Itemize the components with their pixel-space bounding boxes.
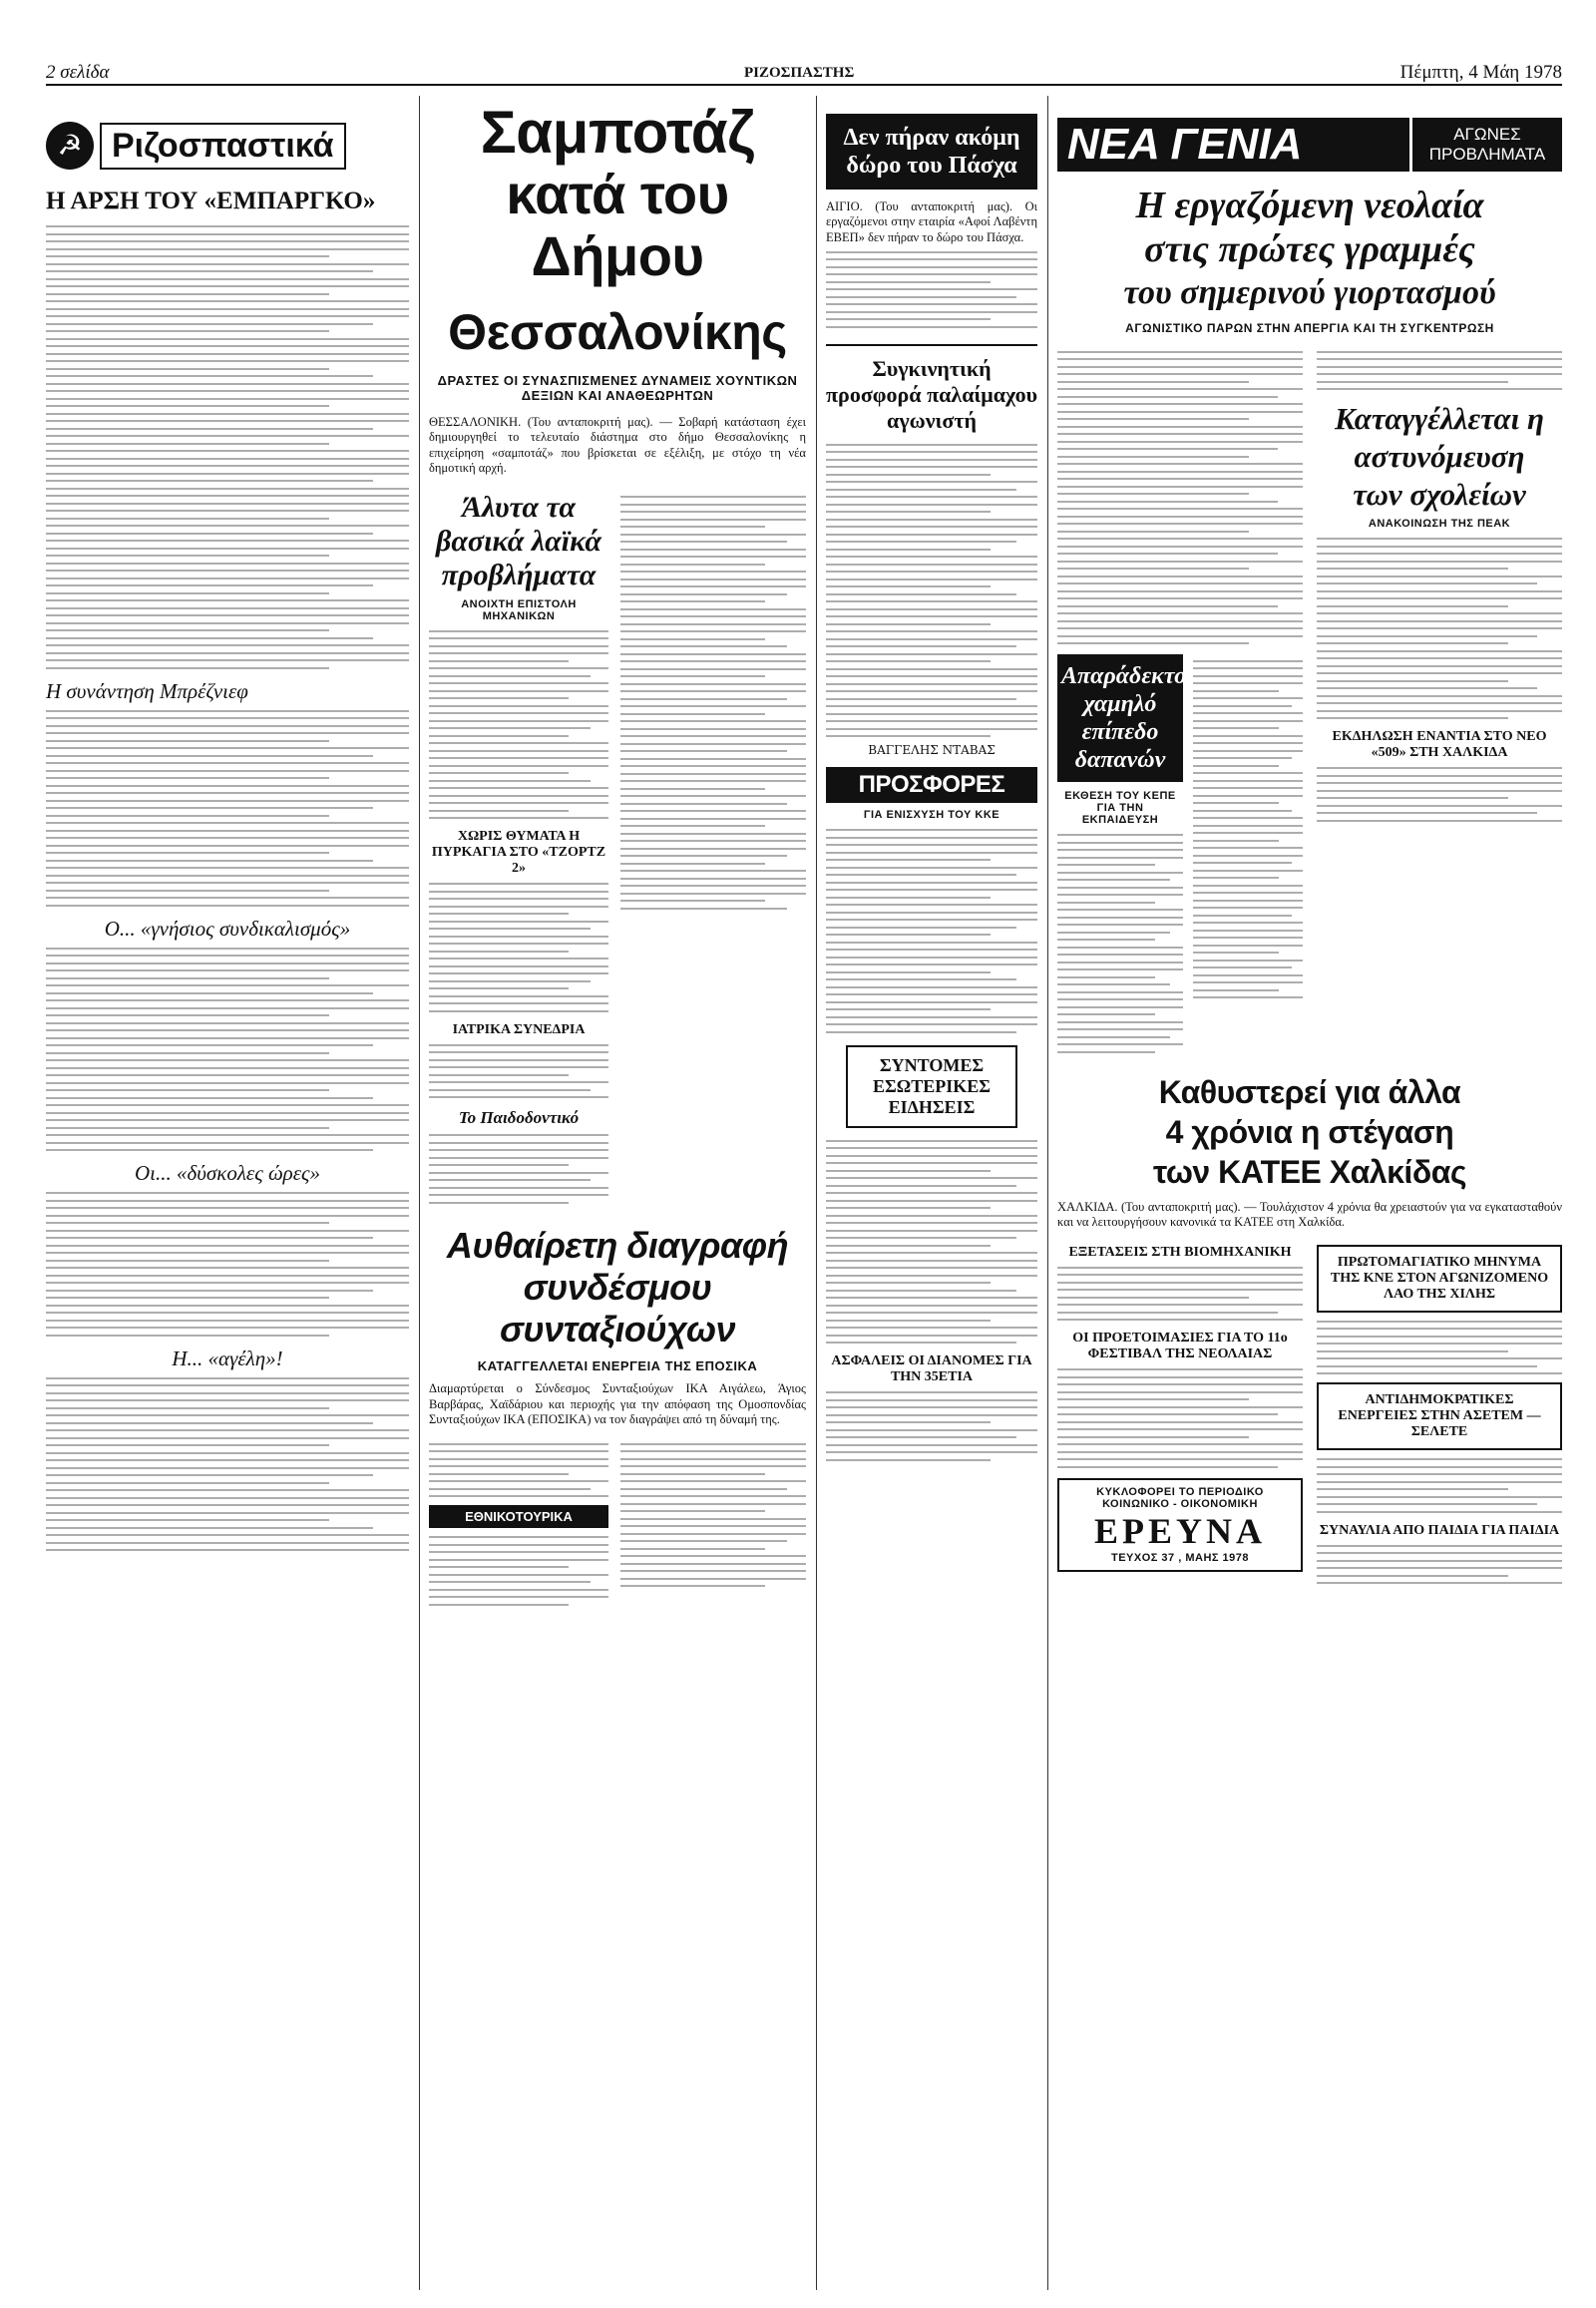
- subheading: Η... «αγέλη»!: [172, 1346, 283, 1370]
- article-body: [429, 1134, 608, 1204]
- story-headline: ΙΑΤΡΙΚΑ ΣΥΝΕΔΡΙΑ: [452, 1021, 586, 1037]
- story-headline: [1317, 400, 1562, 514]
- subheading: Ο... «γνήσιος συνδικαλισμός»: [104, 916, 351, 941]
- story-headline: ΣΥΝΑΥΛΙΑ ΑΠΟ ΠΑΙΔΙΑ ΓΙΑ ΠΑΙΔΙΑ: [1319, 1522, 1560, 1538]
- article-body: [429, 630, 608, 820]
- article-body: [826, 444, 1037, 738]
- main-headline-line3: Θεσσαλονίκης: [448, 304, 787, 360]
- story-headline: ΧΩΡΙΣ ΘΥΜΑΤΑ Η ΠΥΡΚΑΓΙΑ ΣΤΟ «ΤΖΟΡΤΖ 2»: [431, 829, 606, 877]
- right-subcolumn: [620, 491, 806, 1210]
- kataggelletai-line3: των σχολείων: [1353, 477, 1526, 512]
- article-body: [826, 1140, 1037, 1345]
- article-body: [826, 829, 1037, 1033]
- article-body: [429, 883, 608, 1012]
- big-lede: Διαμαρτύρεται ο Σύνδεσμος Συνταξιούχων ΙΚΑ Αιγάλεω, Άγιος Βαρβάρας, Χαϊδάριου και περιοχής για την απόφαση της Ομοσπονδίας Συνταξιούχων ΙΚΑ (ΕΠΟΣΙΚΑ) να τον διαγράψει από τη δύναμή της.: [429, 1381, 806, 1426]
- article-lede: ΑΙΓΙΟ. (Του ανταποκριτή μας). Οι εργαζόμενοι στην εταιρία «Αφοί Λαβέντη ΕΒΕΠ» δεν πήραν το δώρο του Πάσχα.: [826, 199, 1037, 244]
- article-body: [826, 1391, 1037, 1461]
- antidimok-box: ΑΝΤΙΔΗΜΟΚΡΑΤΙΚΕΣ ΕΝΕΡΓΕΙΕΣ ΣΤΗΝ ΑΣΕΤΕΜ — ΣΕΛΕΤΕ: [1317, 1382, 1562, 1450]
- article-body: [1317, 351, 1562, 391]
- hammer-sickle-icon: ☭: [46, 122, 94, 170]
- erevna-title: ΕΡΕΥΝΑ: [1093, 1510, 1266, 1551]
- kataggelletai-line1: Καταγγέλλεται η: [1335, 401, 1544, 436]
- mynima-box: ΠΡΩΤΟΜΑΓΙΑΤΙΚΟ ΜΗΝΥΜΑ ΤΗΣ ΚΝΕ ΣΤΟΝ ΑΓΩΝΙΖΟΜΕΝΟ ΛΑΟ ΤΗΣ ΧΙΛΗΣ: [1317, 1245, 1562, 1313]
- left-subcolumn: [429, 491, 608, 1210]
- main-headline-line2: κατά του Δήμου: [506, 163, 729, 287]
- article-body: [429, 1044, 608, 1099]
- newspaper-name: ΡΙΖΟΣΠΑΣΤΗΣ: [744, 65, 855, 81]
- tag-agones: ΑΓΩΝΕΣ: [1453, 125, 1521, 144]
- article-body: [1057, 351, 1303, 645]
- column-rule: [1047, 96, 1048, 2290]
- column-rule: [419, 96, 420, 2290]
- box-subtitle: ΑΝΟΙΧΤΗ ΕΠΙΣΤΟΛΗ ΜΗΧΑΝΙΚΩΝ: [461, 597, 577, 622]
- inner-left: [1057, 654, 1187, 1058]
- erevna-issue: ΤΕΥΧΟΣ 37 , ΜΑΗΣ 1978: [1110, 1551, 1250, 1564]
- nea-genia-masthead: [1057, 118, 1562, 172]
- kataggelletai-line2: αστυνόμευση: [1354, 439, 1525, 474]
- column-thessaloniki: [429, 96, 806, 1611]
- two-column-block: [429, 491, 806, 1210]
- big-headline-line2: συνδέσμου συνταξιούχων: [499, 1267, 736, 1350]
- column-short-news: [826, 96, 1037, 1466]
- aparadekto-box: Απαράδεκτο χαμηλό επίπεδο δαπανών: [1057, 654, 1183, 782]
- nea-genia-tags: [1409, 118, 1562, 172]
- main-headline-line3: του σημερινού γιορτασμού: [1123, 274, 1496, 311]
- story-headline: ΕΞΕΤΑΣΕΙΣ ΣΤΗ ΒΙΟΜΗΧΑΝΙΚΗ: [1068, 1244, 1292, 1260]
- issue-date: Πέμπτη, 4 Μάη 1978: [1399, 62, 1562, 83]
- kateee-headline-line2: 4 χρόνια η στέγαση: [1165, 1114, 1454, 1150]
- signature: ΒΑΓΓΕΛΗΣ ΝΤΑΒΑΣ: [868, 743, 996, 758]
- article-body: [46, 710, 409, 907]
- article-body: [620, 496, 806, 910]
- article-body: [429, 1536, 608, 1606]
- article-body: [1057, 1267, 1303, 1322]
- story-headline: Συγκινητική προσφορά παλαίμαχου αγωνιστή: [826, 344, 1037, 434]
- article-body: [1317, 1458, 1562, 1513]
- article-body: [1317, 1545, 1562, 1585]
- story-headline: Το Παιδοδοντικό: [458, 1108, 580, 1128]
- article-body: [1057, 834, 1183, 1053]
- article-lede: ΘΕΣΣΑΛΟΝΙΚΗ. (Του ανταποκριτή μας). — Σοβαρή κατάσταση έχει δημιουργηθεί το τελευταίο διάστημα στο δήμο Θεσσαλονίκης η επιχείρηση «σαμποτάζ» που βρίσκεται σε εξέλιξη, με στόχο τη νέα δημοτική αρχή.: [429, 415, 806, 476]
- article-body: [46, 948, 409, 1152]
- article-lede: ΧΑΛΚΙΔΑ. (Του ανταποκριτή μας). — Τουλάχιστον 4 χρόνια θα χρειαστούν για να εγκατασταθούν και να λειτουργήσουν κανονικά τα ΚΑΤΕΕ στη Χαλκίδα.: [1057, 1200, 1562, 1230]
- right-subcolumn: [1317, 1241, 1562, 1590]
- prosfores-label: ΠΡΟΣΦΟΡΕΣ: [826, 767, 1037, 803]
- article-body: [1057, 1368, 1303, 1468]
- page-number: 2 σελίδα: [46, 62, 110, 83]
- nea-genia-title: ΝΕΑ ΓΕΝΙΑ: [1057, 118, 1409, 172]
- main-headline-line2: στις πρώτες γραμμές: [1144, 228, 1475, 270]
- article-body: [1317, 538, 1562, 719]
- story-headline: ΕΚΔΗΛΩΣΗ ΕΝΑΝΤΙΑ ΣΤΟ ΝΕΟ «509» ΣΤΗ ΧΑΛΚΙΔΑ: [1332, 729, 1547, 760]
- article-headline: Η ΑΡΣΗ ΤΟΥ «ΕΜΠΑΡΓΚΟ»: [46, 188, 376, 214]
- big-deck: ΚΑΤΑΓΓΕΛΛΕΤΑΙ ΕΝΕΡΓΕΙΑ ΤΗΣ ΕΠΟΣΙΚΑ: [477, 1358, 758, 1374]
- two-column-block: [429, 1437, 806, 1611]
- kateee-headline-line1: Καθυστερεί για άλλα: [1158, 1074, 1461, 1110]
- section-label: ΕΘΝΙΚΟΤΟΥΡΙΚΑ: [429, 1505, 608, 1528]
- left-subcolumn: [1057, 345, 1303, 1058]
- erevna-ad: [1057, 1478, 1303, 1572]
- article-body: [46, 225, 409, 669]
- left-subcolumn: [429, 1437, 608, 1611]
- big-headline-line1: Αυθαίρετη διαγραφή: [446, 1225, 789, 1267]
- tag-provlimata: ΠΡΟΒΛΗΜΑΤΑ: [1428, 145, 1546, 164]
- rizospastika-logo: [46, 122, 409, 170]
- story-headline: ΑΣΦΑΛΕΙΣ ΟΙ ΔΙΑΝΟΜΕΣ ΓΙΑ ΤΗΝ 35ΕΤΙΑ: [831, 1353, 1032, 1385]
- article-body: [826, 251, 1037, 328]
- article-body: [1317, 767, 1562, 822]
- two-column-block: [1057, 345, 1562, 1058]
- pasxa-box: Δεν πήραν ακόμη δώρο του Πάσχα: [826, 114, 1037, 190]
- headline-deck: ΑΓΩΝΙΣΤΙΚΟ ΠΑΡΩΝ ΣΤΗΝ ΑΠΕΡΓΙΑ ΚΑΙ ΤΗ ΣΥΓΚΕΝΤΡΩΣΗ: [1125, 321, 1494, 335]
- story-subtitle: ΑΝΑΚΟΙΝΩΣΗ ΤΗΣ ΠΕΑΚ: [1368, 518, 1511, 530]
- rizospastika-title: Ριζοσπαστικά: [100, 123, 346, 170]
- main-headline-line1: Σαμποτάζ: [480, 99, 755, 166]
- page-header-bar: [46, 62, 1562, 86]
- article-body: [1193, 660, 1303, 999]
- main-headline-line1: Η εργαζόμενη νεολαία: [1135, 185, 1484, 226]
- inner-split: [1057, 654, 1303, 1058]
- right-subcolumn: [620, 1437, 806, 1611]
- column-rizospastika: [46, 96, 409, 1557]
- syntomes-label: ΣΥΝΤΟΜΕΣ ΕΣΩΤΕΡΙΚΕΣ ΕΙΔΗΣΕΙΣ: [846, 1045, 1017, 1128]
- kateee-headline-line3: των ΚΑΤΕΕ Χαλκίδας: [1152, 1154, 1467, 1190]
- two-column-block: [1057, 1241, 1562, 1590]
- aparadekto-subtitle: ΕΚΘΕΣΗ ΤΟΥ ΚΕΠΕ ΓΙΑ ΤΗΝ ΕΚΠΑΙΔΕΥΣΗ: [1064, 790, 1176, 826]
- box-headline: Άλυτα τα βασικά λαϊκά προβλήματα: [435, 490, 602, 591]
- inner-right: [1193, 654, 1303, 1058]
- right-subcolumn: [1317, 345, 1562, 1058]
- article-body: [620, 1443, 806, 1588]
- article-body: [46, 1377, 409, 1552]
- article-body: [429, 1443, 608, 1498]
- headline-deck: ΔΡΑΣΤΕΣ ΟΙ ΣΥΝΑΣΠΙΣΜΕΝΕΣ ΔΥΝΑΜΕΙΣ ΧΟΥΝΤΙΚΩΝ ΔΕΞΙΩΝ ΚΑΙ ΑΝΑΘΕΩΡΗΤΩΝ: [437, 373, 798, 403]
- column-rule: [816, 96, 817, 2290]
- article-body: [46, 1192, 409, 1337]
- prosfores-subtitle: ΓΙΑ ΕΝΙΣΧΥΣΗ ΤΟΥ ΚΚΕ: [863, 809, 1000, 822]
- story-headline: ΟΙ ΠΡΟΕΤΟΙΜΑΣΙΕΣ ΓΙΑ ΤΟ 11ο ΦΕΣΤΙΒΑΛ ΤΗΣ ΝΕΟΛΑΙΑΣ: [1072, 1331, 1288, 1362]
- subheading: Η συνάντηση Μπρέζνιεφ: [46, 678, 248, 703]
- column-nea-genia: [1057, 96, 1562, 1590]
- subheading: Οι... «δύσκολες ώρες»: [134, 1161, 320, 1185]
- left-subcolumn: [1057, 1241, 1303, 1590]
- erevna-pre: ΚΥΚΛΟΦΟΡΕΙ ΤΟ ΠΕΡΙΟΔΙΚΟ ΚΟΙΝΩΝΙΚΟ - ΟΙΚΟΝΟΜΙΚΗ: [1096, 1485, 1264, 1510]
- article-body: [1317, 1321, 1562, 1375]
